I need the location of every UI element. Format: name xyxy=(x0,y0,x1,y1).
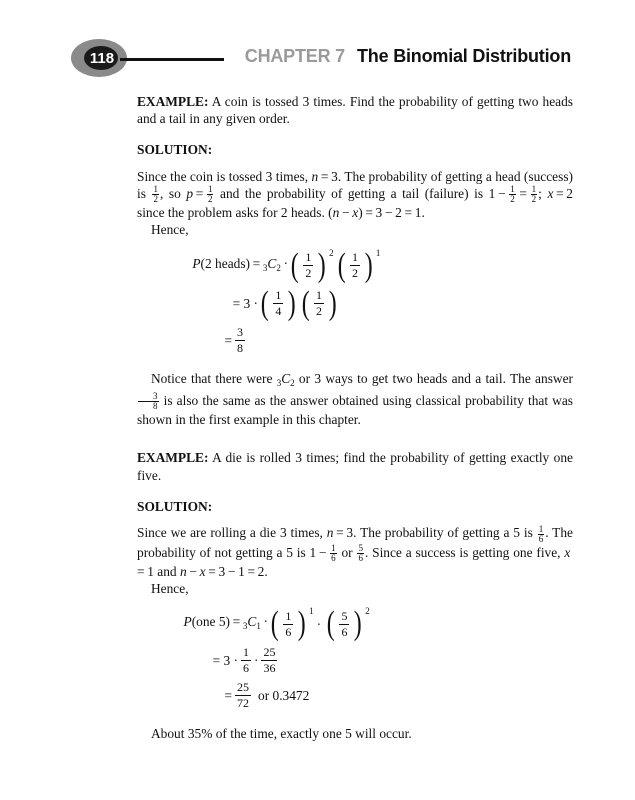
example2-equation: P(one $5) = _3C_1$ · ( 1 6 ) $^1$ · ( 5 6 ) $^2$ = 3 · 1 6 · 25 36 = $\frac{25}{72}$ or 0.3472 xyxy=(183,605,370,711)
page-body xyxy=(137,93,573,743)
example2-hence: Hence, xyxy=(151,581,189,597)
page-number: 118 xyxy=(89,50,115,67)
example2-text: A die is rolled 3 times; find the probability of getting exactly one five. xyxy=(137,450,574,483)
example1-solution-label: SOLUTION: xyxy=(137,142,213,158)
chapter-title: The Binomial Distribution xyxy=(357,46,571,66)
example1-statement xyxy=(137,93,573,127)
header-rule xyxy=(120,58,224,61)
example1-solution-text: Since the coin is tossed 3 times, n = 3. The probability of getting a head (success) is $\frac{1}{2}$ , so p = $\frac{1}{2}$ and the probability of getting a tail (failure) is 1 − $\frac{1}{2}$ = $\frac{1}{2}$ ; x = 2 since the problem asks for 2 heads. (n − x) = 3 − 2 = 1. xyxy=(137,168,574,221)
chapter-label: CHAPTER 7 xyxy=(244,46,345,66)
chapter-heading xyxy=(245,46,571,67)
example2-conclusion: About 35% of the time, exactly one 5 will occur. xyxy=(151,726,412,742)
example1-text: A coin is tossed 3 times. Find the probability of getting two heads and a tail in any given order. xyxy=(137,94,573,127)
example2-label: EXAMPLE: xyxy=(137,450,209,466)
example2-statement xyxy=(137,449,573,483)
example1-label: EXAMPLE: xyxy=(137,94,209,109)
example1-hence: Hence, xyxy=(151,222,189,238)
example2-solution-text: Since we are rolling a die 3 times, n = 3. The probability of getting a 5 is $\frac{1}{6}$ . The probability of not getting a 5 is 1 − $\frac{1}{6}$ or $\frac{5}{6}$ . Since a success is getting one five, x = 1 and n − x = 3 − 1 = 2. xyxy=(137,523,574,579)
page-header xyxy=(0,0,635,90)
example1-equation: P(2 heads) = $_3C_2$ · ( 1 2 ) $^2$ ( 1 2 ) $^1$ = 3 · ( 1 4 ) ( 1 2 ) = $\frac{3}{8}$ xyxy=(192,246,381,355)
example1-notice: Notice that there were $_3C_2$ or 3 ways to get two heads and a tail. The answer $\frac{3}{8}$ is also the same as the answer obtained using classical probability that was shown in the first example in this chapter. xyxy=(137,370,573,428)
example2-solution-label: SOLUTION: xyxy=(137,498,213,514)
